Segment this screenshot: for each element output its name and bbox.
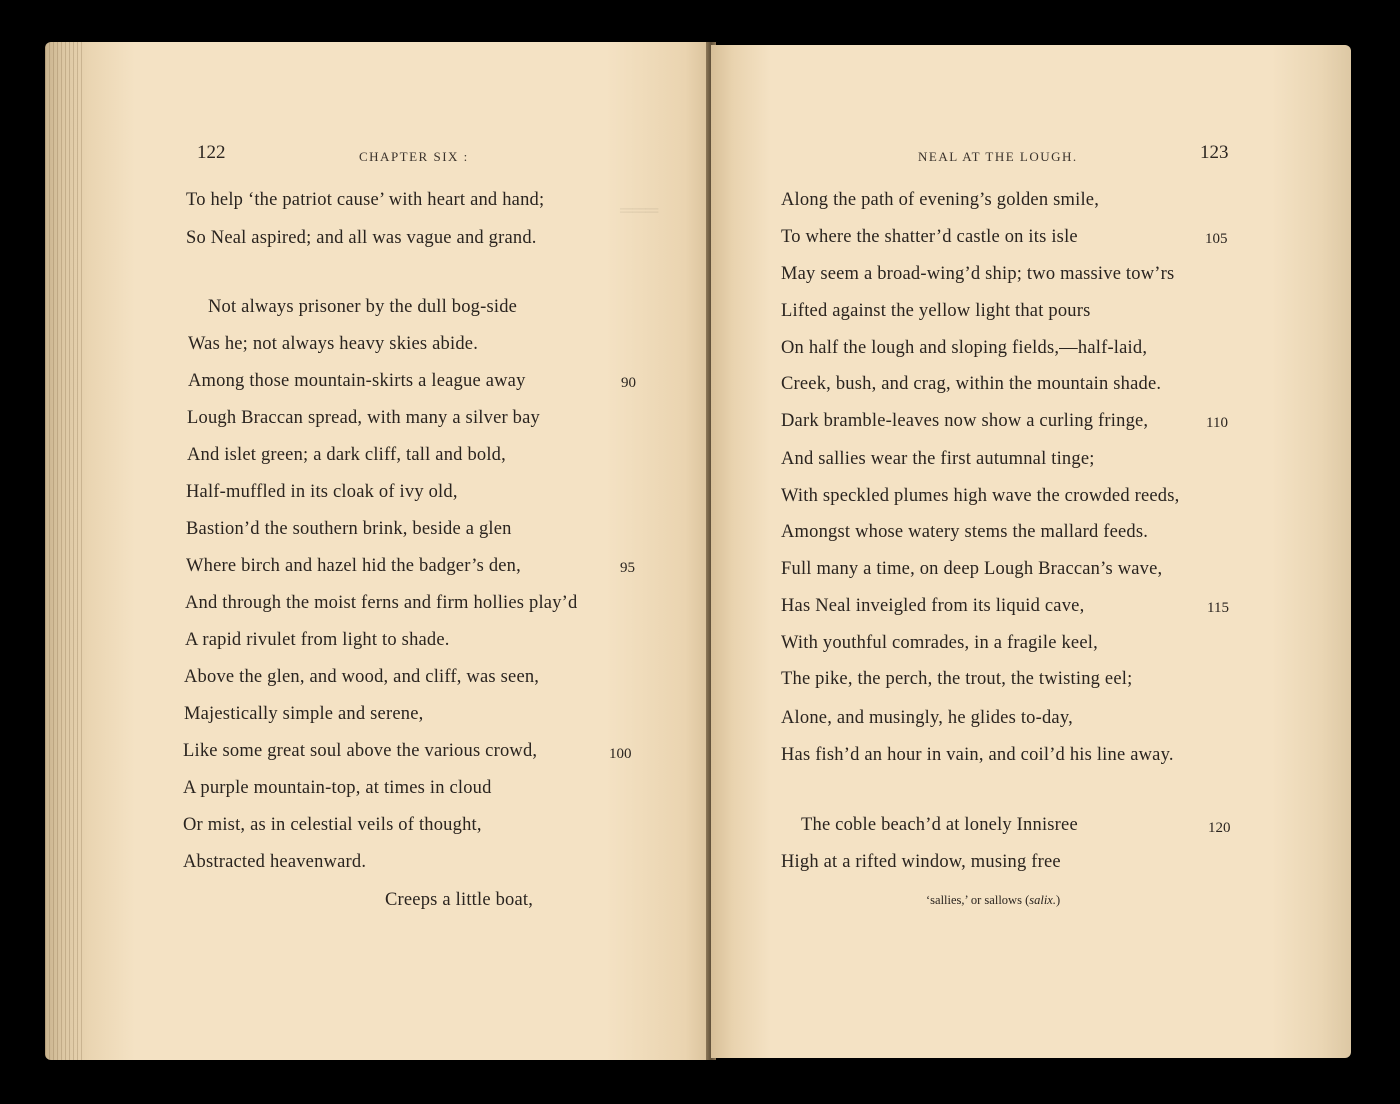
verse-line: Bastion’d the southern brink, beside a glen bbox=[186, 519, 512, 539]
verse-line: Dark bramble-leaves now show a curling fringe, bbox=[781, 411, 1149, 431]
verse-line: Full many a time, on deep Lough Braccan’s wave, bbox=[781, 559, 1163, 579]
line-number: 100 bbox=[609, 746, 632, 762]
running-head-right: NEAL AT THE LOUGH. bbox=[918, 149, 1078, 164]
left-page bbox=[45, 42, 711, 1060]
right-page bbox=[711, 45, 1351, 1058]
page-number-right: 123 bbox=[1200, 142, 1229, 163]
verse-line: Above the glen, and wood, and cliff, was seen, bbox=[184, 667, 540, 687]
verse-line: May seem a broad-wing’d ship; two massive tow’rs bbox=[781, 264, 1175, 284]
footnote-italic: salix. bbox=[1029, 893, 1056, 907]
verse-line: Where birch and hazel hid the badger’s den, bbox=[186, 556, 521, 576]
line-number: 110 bbox=[1206, 415, 1228, 431]
line-number: 90 bbox=[621, 375, 636, 391]
verse-line: Alone, and musingly, he glides to-day, bbox=[781, 708, 1073, 728]
footnote-text: ‘sallies,’ or sallows bbox=[926, 893, 1022, 907]
line-number: 95 bbox=[620, 560, 635, 576]
line-number: 105 bbox=[1205, 231, 1228, 247]
verse-line: Among those mountain-skirts a league away bbox=[188, 371, 526, 391]
footnote: ‘sallies,’ or sallows (salix.) bbox=[926, 893, 1061, 907]
verse-line: Not always prisoner by the dull bog-side bbox=[208, 297, 518, 317]
verse-line: Or mist, as in celestial veils of thought, bbox=[183, 815, 482, 835]
verse-line: On half the lough and sloping fields,—half-laid, bbox=[781, 338, 1148, 358]
verse-line: With speckled plumes high wave the crowded reeds, bbox=[781, 486, 1180, 506]
verse-line: Half-muffled in its cloak of ivy old, bbox=[186, 482, 458, 502]
verse-line: To where the shatter’d castle on its isle bbox=[781, 227, 1078, 247]
verse-line: Along the path of evening’s golden smile, bbox=[781, 190, 1100, 210]
verse-line: Creek, bush, and crag, within the mountain shade. bbox=[781, 374, 1162, 394]
verse-line: The coble beach’d at lonely Innisree bbox=[801, 815, 1078, 835]
show-through-text: ═══ bbox=[620, 200, 659, 220]
verse-line: High at a rifted window, musing free bbox=[781, 852, 1061, 872]
verse-line: Majestically simple and serene, bbox=[184, 704, 424, 724]
verse-line: To help ‘the patriot cause’ with heart and hand; bbox=[186, 190, 545, 210]
verse-line: So Neal aspired; and all was vague and grand. bbox=[186, 228, 537, 248]
line-number: 120 bbox=[1208, 820, 1231, 836]
verse-line: A rapid rivulet from light to shade. bbox=[185, 630, 450, 650]
verse-line: Like some great soul above the various crowd, bbox=[183, 741, 538, 761]
verse-line: Lough Braccan spread, with many a silver bay bbox=[187, 408, 540, 428]
line-number: 115 bbox=[1207, 600, 1229, 616]
running-head-left: CHAPTER SIX : bbox=[359, 149, 469, 164]
verse-line: Has Neal inveigled from its liquid cave, bbox=[781, 596, 1085, 616]
verse-line: The pike, the perch, the trout, the twisting eel; bbox=[781, 669, 1133, 689]
verse-line: Has fish’d an hour in vain, and coil’d his line away. bbox=[781, 745, 1174, 765]
verse-line: With youthful comrades, in a fragile keel, bbox=[781, 633, 1098, 653]
page-number-left: 122 bbox=[197, 142, 226, 163]
verse-line: Amongst whose watery stems the mallard feeds. bbox=[781, 522, 1149, 542]
verse-line: And through the moist ferns and firm hollies play’d bbox=[185, 593, 578, 613]
verse-line: And islet green; a dark cliff, tall and bold, bbox=[187, 445, 506, 465]
verse-line: Lifted against the yellow light that pours bbox=[781, 301, 1091, 321]
verse-line: Was he; not always heavy skies abide. bbox=[188, 334, 479, 354]
verse-line: A purple mountain-top, at times in cloud bbox=[183, 778, 492, 798]
verse-line: And sallies wear the first autumnal tinge; bbox=[781, 449, 1095, 469]
verse-line: Abstracted heavenward. bbox=[183, 852, 367, 872]
verse-line: Creeps a little boat, bbox=[385, 890, 534, 910]
